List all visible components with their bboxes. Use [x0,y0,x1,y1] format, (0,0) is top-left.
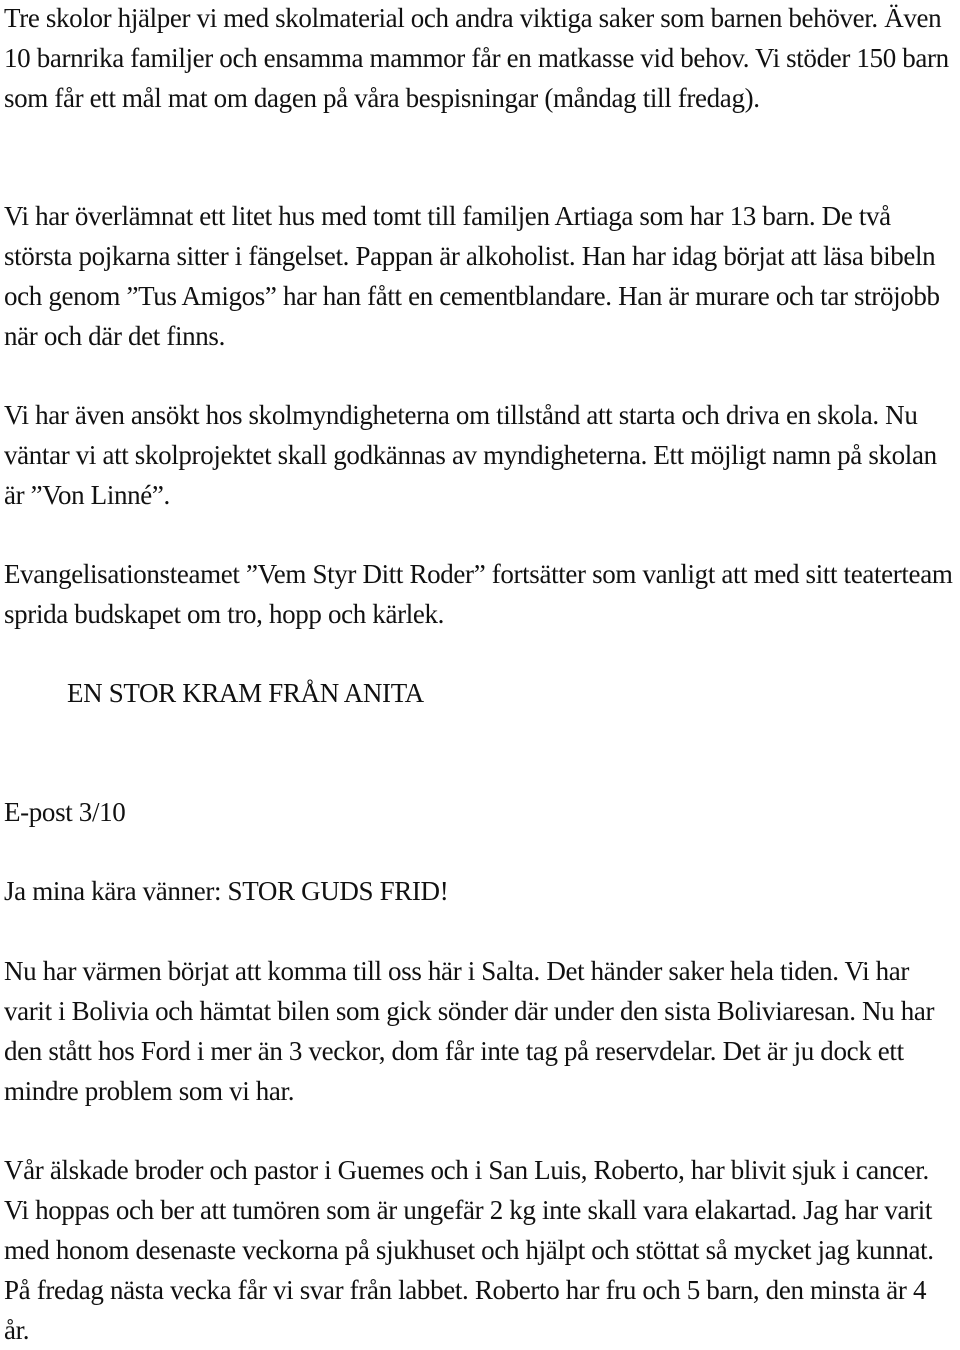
paragraph-roberto: Vår älskade broder och pastor i Guemes och i San Luis, Roberto, har blivit sjuk i cancer. Vi hoppas och ber att tumören som är ungefär 2 kg inte skall vara elakartad. Jag har varit med honom desenaste veckorna på sjukhuset och hjälpt och stöttat så mycket jag kunnat. På fredag nästa vecka får vi svar från labbet. Roberto har fru och 5 barn, den minsta är 4 år. [4,1155,934,1345]
paragraph-salta-update: Nu har värmen börjat att komma till oss här i Salta. Det händer saker hela tiden. Vi har varit i Bolivia och hämtat bilen som gick sönder där under den sista Boliviaresan. Nu har den stått hos Ford i mer än 3 veckor, dom får inte tag på reservdelar. Det är ju dock ett mindre problem som vi har. [4,956,935,1106]
greeting-line: Ja mina kära vänner: STOR GUDS FRID! [4,876,449,906]
paragraph-artiaga-family: Vi har överlämnat ett litet hus med tomt till familjen Artiaga som har 13 barn. De två största pojkarna sitter i fängelset. Pappan är alkoholist. Han har idag börjat att läsa bibeln och genom ”Tus Amigos” har han fått en cementblandare. Han är murare och tar ströjobb när och där det finns. [4,201,940,351]
closing-line: EN STOR KRAM FRÅN ANITA [67,678,424,708]
email-date-heading: E-post 3/10 [4,797,126,827]
paragraph-schools: Tre skolor hjälper vi med skolmaterial och andra viktiga saker som barnen behöver. Även 10 barnrika familjer och ensamma mammor får en matkasse vid behov. Vi stöder 150 barn som får ett mål mat om dagen på våra bespisningar (måndag till fredag). [4,3,949,113]
paragraph-school-application: Vi har även ansökt hos skolmyndigheterna om tillstånd att starta och driva en skola. Nu väntar vi att skolprojektet skall godkännas av myndigheterna. Ett möjligt namn på skolan är ”Von Linné”. [4,400,937,510]
paragraph-evangelisation-team: Evangelisationsteamet ”Vem Styr Ditt Roder” fortsätter som vanligt att med sitt teaterteam sprida budskapet om tro, hopp och kärlek. [4,559,953,629]
